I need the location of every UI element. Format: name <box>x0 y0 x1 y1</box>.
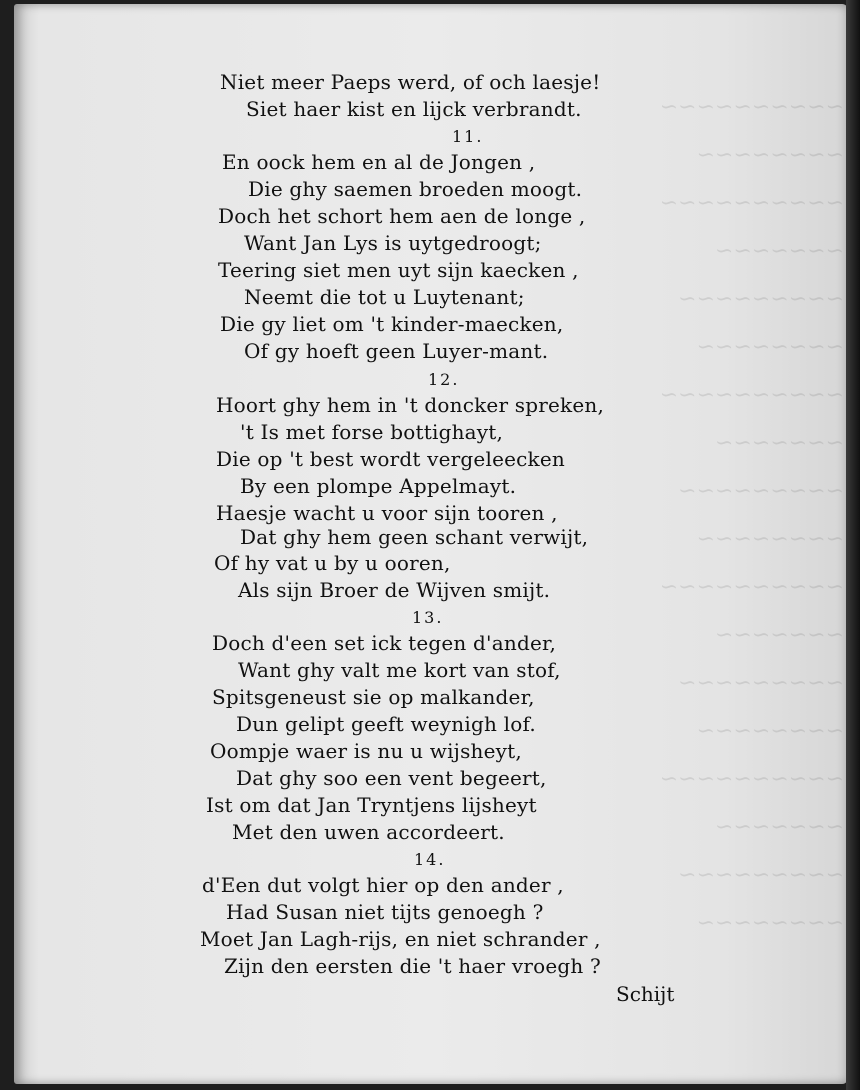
poem-line: Als sijn Broer de Wijven smijt. <box>238 578 551 602</box>
stanza-number: 13. <box>412 608 444 627</box>
poem-line: d'Een dut volgt hier op den ander , <box>202 873 564 897</box>
poem-line: By een plompe Appelmayt. <box>240 474 517 498</box>
show-through-text: ~~~~~~~~~~ ~~~~~~~~ ~~~~~~~~~~ ~~~~~~~ ~~~~~~~~~ ~~~~~~~~ ~~~~~~~~~~ ~~~~~~~ ~~~~~~~~~ ~~~~~~~~ ~~~~~~~~~~ ~~~~~~~ ~~~~~~~~~ ~~~~~~~~ ~~~~~~~~~~ ~~~~~~~ ~~~~~~~~~ ~~~~~~~~ <box>659 95 844 936</box>
poem-line: Of hy vat u by u ooren, <box>214 551 451 575</box>
book-edge <box>846 0 860 1090</box>
poem-line: Of gy hoeft geen Luyer-mant. <box>244 339 549 363</box>
book-page <box>14 4 848 1084</box>
poem-line: Spitsgeneust sie op malkander, <box>212 685 535 709</box>
catchword: Schijt <box>616 982 675 1006</box>
poem-line: Niet meer Paeps werd, of och laesje! <box>220 70 601 94</box>
poem-line: Teering siet men uyt sijn kaecken , <box>218 258 579 282</box>
poem-line: Want ghy valt me kort van stof, <box>238 658 561 682</box>
poem-text <box>14 4 848 1084</box>
poem-line: Met den uwen accordeert. <box>232 820 505 844</box>
poem-line: Doch het schort hem aen de longe , <box>218 204 586 228</box>
poem-line: Dun gelipt geeft weynigh lof. <box>236 712 536 736</box>
poem-line: Hoort ghy hem in 't doncker spreken, <box>216 393 605 417</box>
poem-line: Zijn den eersten die 't haer vroegh ? <box>224 954 601 978</box>
poem-line: Die op 't best wordt vergeleecken <box>216 447 565 471</box>
stanza-number: 14. <box>414 850 446 869</box>
stanza-number: 12. <box>428 370 460 389</box>
poem-line: Die ghy saemen broeden moogt. <box>248 177 583 201</box>
poem-line: Want Jan Lys is uytgedroogt; <box>244 231 542 255</box>
poem-line: Ist om dat Jan Tryntjens lijsheyt <box>206 793 537 817</box>
poem-line: 't Is met forse bottighayt, <box>240 420 504 444</box>
poem-line: Oompje waer is nu u wijsheyt, <box>210 739 522 763</box>
poem-line: Die gy liet om 't kinder-maecken, <box>220 312 564 336</box>
poem-line: Siet haer kist en lijck verbrandt. <box>246 97 582 121</box>
poem-line: Had Susan niet tijts genoegh ? <box>226 900 544 924</box>
stanza-number: 11. <box>452 127 484 146</box>
poem-line: Moet Jan Lagh-rijs, en niet schrander , <box>200 927 601 951</box>
poem-line: Neemt die tot u Luytenant; <box>244 285 525 309</box>
poem-line: En oock hem en al de Jongen , <box>222 150 536 174</box>
poem-line: Haesje wacht u voor sijn tooren , <box>216 501 558 525</box>
poem-line: Dat ghy hem geen schant verwijt, <box>240 525 589 549</box>
poem-line: Dat ghy soo een vent begeert, <box>236 766 547 790</box>
poem-line: Doch d'een set ick tegen d'ander, <box>212 631 557 655</box>
